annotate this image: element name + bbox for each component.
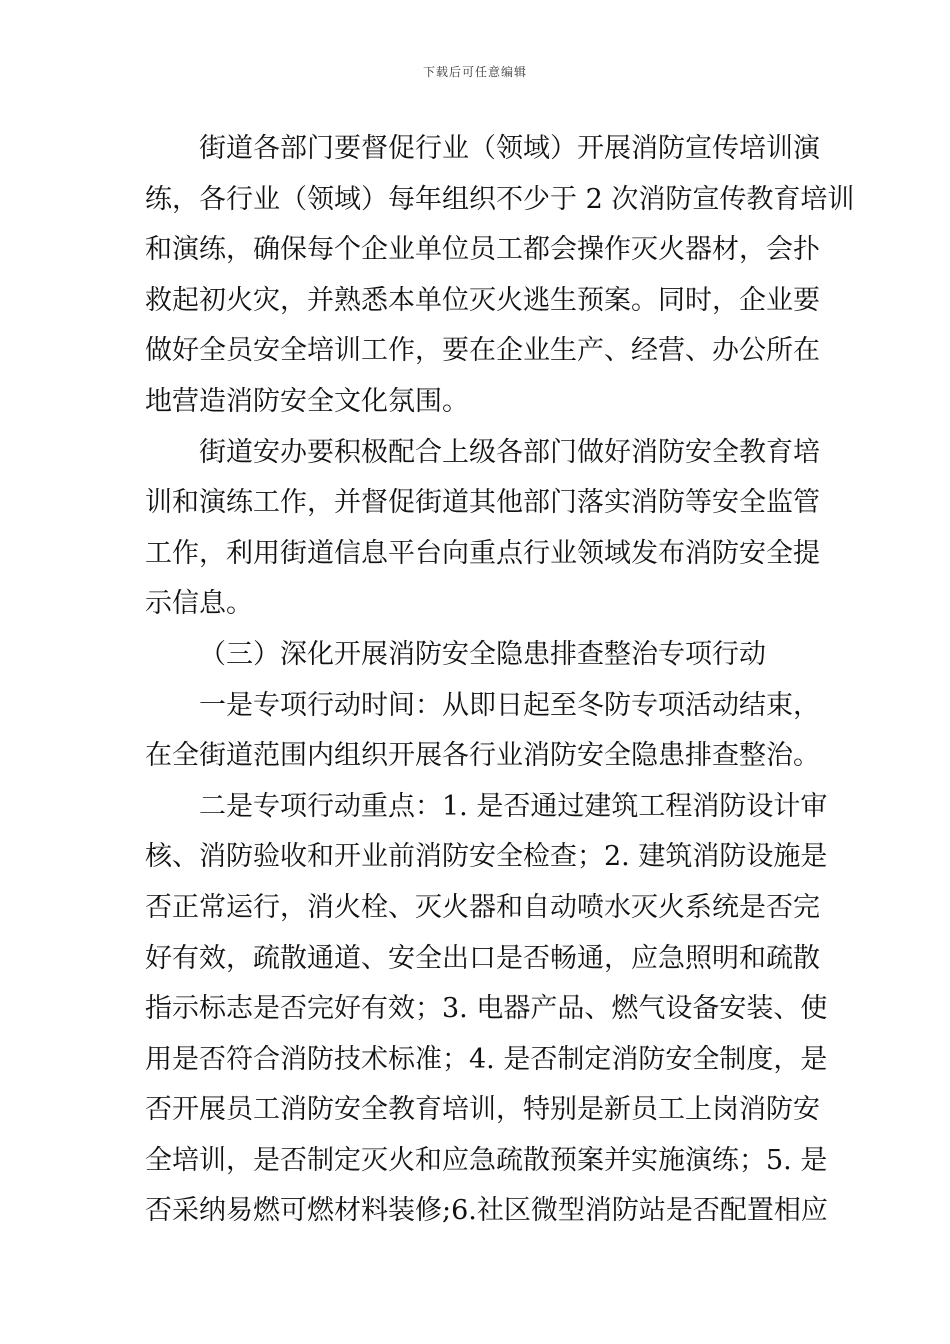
paragraph-line: 二是专项行动重点：1. 是否通过建筑工程消防设计审 — [199, 790, 828, 822]
paragraph-line: 训和演练工作，并督促街道其他部门落实消防等安全监管 — [145, 487, 820, 519]
document-body — [145, 124, 855, 1237]
paragraph-line: 好有效，疏散通道、安全出口是否畅通，应急照明和疏散 — [145, 942, 820, 974]
paragraph-line: 练，各行业（领域）每年组织不少于 2 次消防宣传教育培训 — [145, 183, 855, 215]
paragraph-line: 否开展员工消防安全教育培训，特别是新员工上岗消防安 — [145, 1094, 820, 1126]
paragraph-line: 一是专项行动时间：从即日起至冬防专项活动结束， — [199, 689, 820, 721]
paragraph-line: 救起初火灾，并熟悉本单位灭火逃生预案。同时，企业要 — [145, 284, 820, 316]
paragraph-line: 核、消防验收和开业前消防安全检查；2. 建筑消防设施是 — [145, 841, 828, 873]
paragraph-line: 地营造消防安全文化氛围。 — [145, 385, 469, 417]
paragraph-line: 用是否符合消防技术标准；4. 是否制定消防安全制度，是 — [145, 1043, 828, 1075]
section-heading: （三）深化开展消防安全隐患排查整治专项行动 — [199, 638, 766, 670]
paragraph-line: 街道各部门要督促行业（领域）开展消防宣传培训演 — [199, 133, 820, 164]
paragraph-line: 街道安办要积极配合上级各部门做好消防安全教育培 — [199, 436, 820, 468]
paragraph-line: 否采纳易燃可燃材料装修;6.社区微型消防站是否配置相应 — [145, 1195, 828, 1227]
paragraph-line: 工作，利用街道信息平台向重点行业领域发布消防安全提 — [145, 537, 820, 569]
paragraph-line: 和演练，确保每个企业单位员工都会操作灭火器材，会扑 — [145, 234, 820, 266]
paragraph-line: 全培训，是否制定灭火和应急疏散预案并实施演练；5. 是 — [145, 1144, 828, 1176]
paragraph-line: 做好全员安全培训工作，要在企业生产、经营、办公所在 — [145, 335, 820, 367]
paragraph-line: 在全街道范围内组织开展各行业消防安全隐患排查整治。 — [145, 740, 820, 772]
paragraph-line: 否正常运行，消火栓、灭火器和自动喷水灭火系统是否完 — [145, 891, 820, 923]
paragraph-line: 指示标志是否完好有效；3. 电器产品、燃气设备安装、使 — [145, 993, 828, 1025]
page-header: 下载后可任意编辑 — [422, 65, 527, 79]
paragraph-line: 示信息。 — [145, 588, 253, 620]
